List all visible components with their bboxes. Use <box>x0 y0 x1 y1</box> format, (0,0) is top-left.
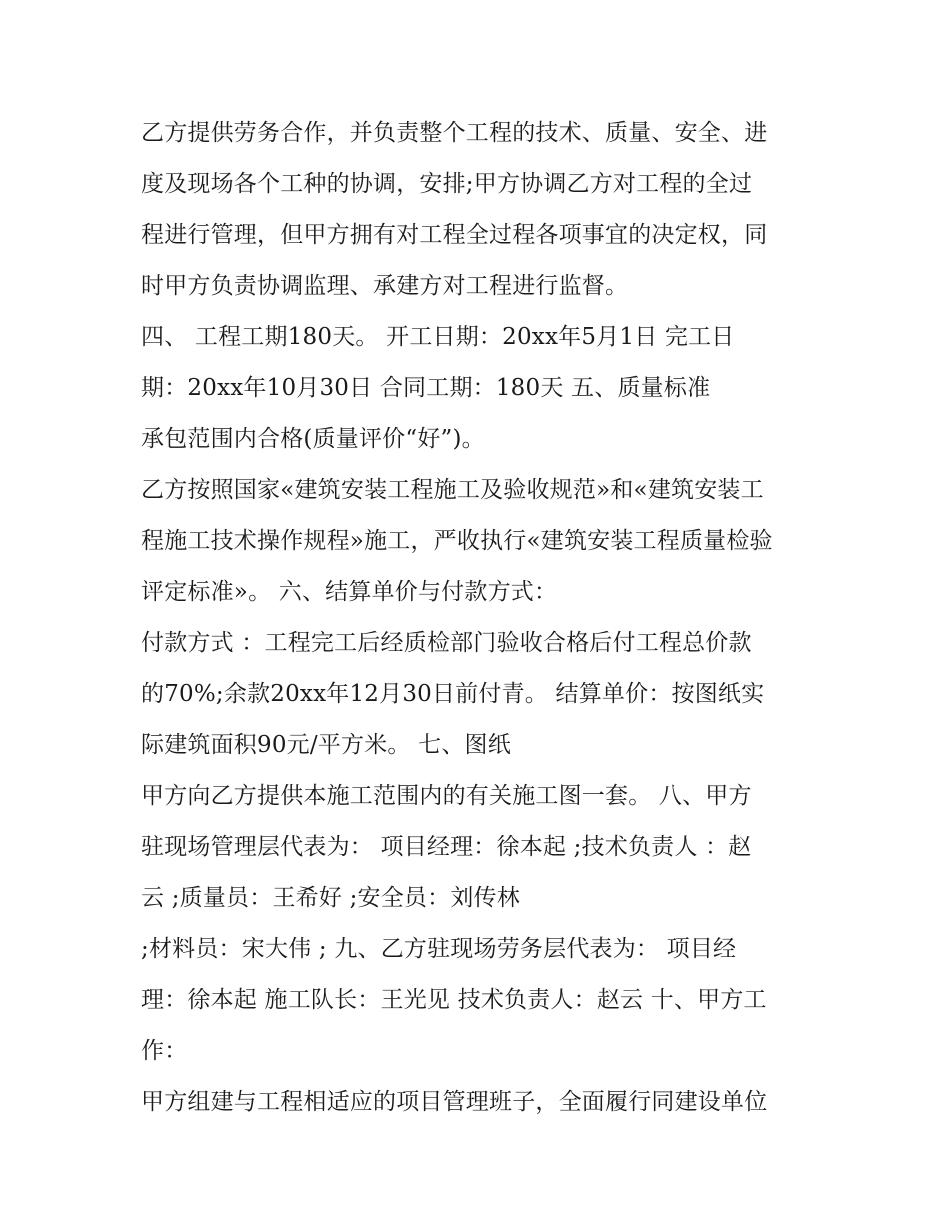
text-line: ;材料员：宋大伟 ; 九、乙方驻现场劳务层代表为： 项目经 <box>141 936 737 962</box>
text-line: 作： <box>141 1038 188 1064</box>
text-line: 云 ;质量员：王希好 ;安全员：刘传林 <box>141 885 520 911</box>
text-line: 的70%;余款20xx年12月30日前付青。 结算单价：按图纸实 <box>141 681 765 707</box>
text-line: 际建筑面积90元/平方米。 七、图纸 <box>141 732 511 758</box>
text-line: 驻现场管理层代表为： 项目经理：徐本起 ;技术负责人 ：赵 <box>141 834 752 860</box>
text-line: 评定标准»。 六、结算单价与付款方式： <box>141 579 558 605</box>
text-line: 承包范围内合格(质量评价“好”)。 <box>141 426 485 452</box>
text-line: 四、 工程工期180天。 开工日期：20xx年5月1日 完工日 <box>141 324 735 350</box>
text-line: 乙方按照国家«建筑安装工程施工及验收规范»和«建筑安装工 <box>141 477 764 503</box>
text-line: 理：徐本起 施工队长：王光见 技术负责人：赵云 十、甲方工 <box>141 987 767 1013</box>
text-line: 期：20xx年10月30日 合同工期：180天 五、质量标准 <box>141 375 711 401</box>
document-body <box>141 108 821 1128</box>
text-line: 度及现场各个工种的协调，安排;甲方协调乙方对工程的全过 <box>141 171 753 197</box>
text-line: 付款方式 ：工程完工后经质检部门验收合格后付工程总价款 <box>141 630 752 656</box>
text-line: 时甲方负责协调监理、承建方对工程进行监督。 <box>141 273 629 299</box>
text-line: 甲方向乙方提供本施工范围内的有关施工图一套。 八、甲方 <box>141 783 752 809</box>
text-line: 甲方组建与工程相适应的项目管理班子，全面履行同建设单位 <box>141 1089 768 1115</box>
text-line: 程施工技术操作规程»施工，严收执行«建筑安装工程质量检验 <box>141 528 773 554</box>
text-line: 程进行管理，但甲方拥有对工程全过程各项事宜的决定权，同 <box>141 222 768 248</box>
text-line: 乙方提供劳务合作，并负责整个工程的技术、质量、安全、进 <box>141 120 768 146</box>
